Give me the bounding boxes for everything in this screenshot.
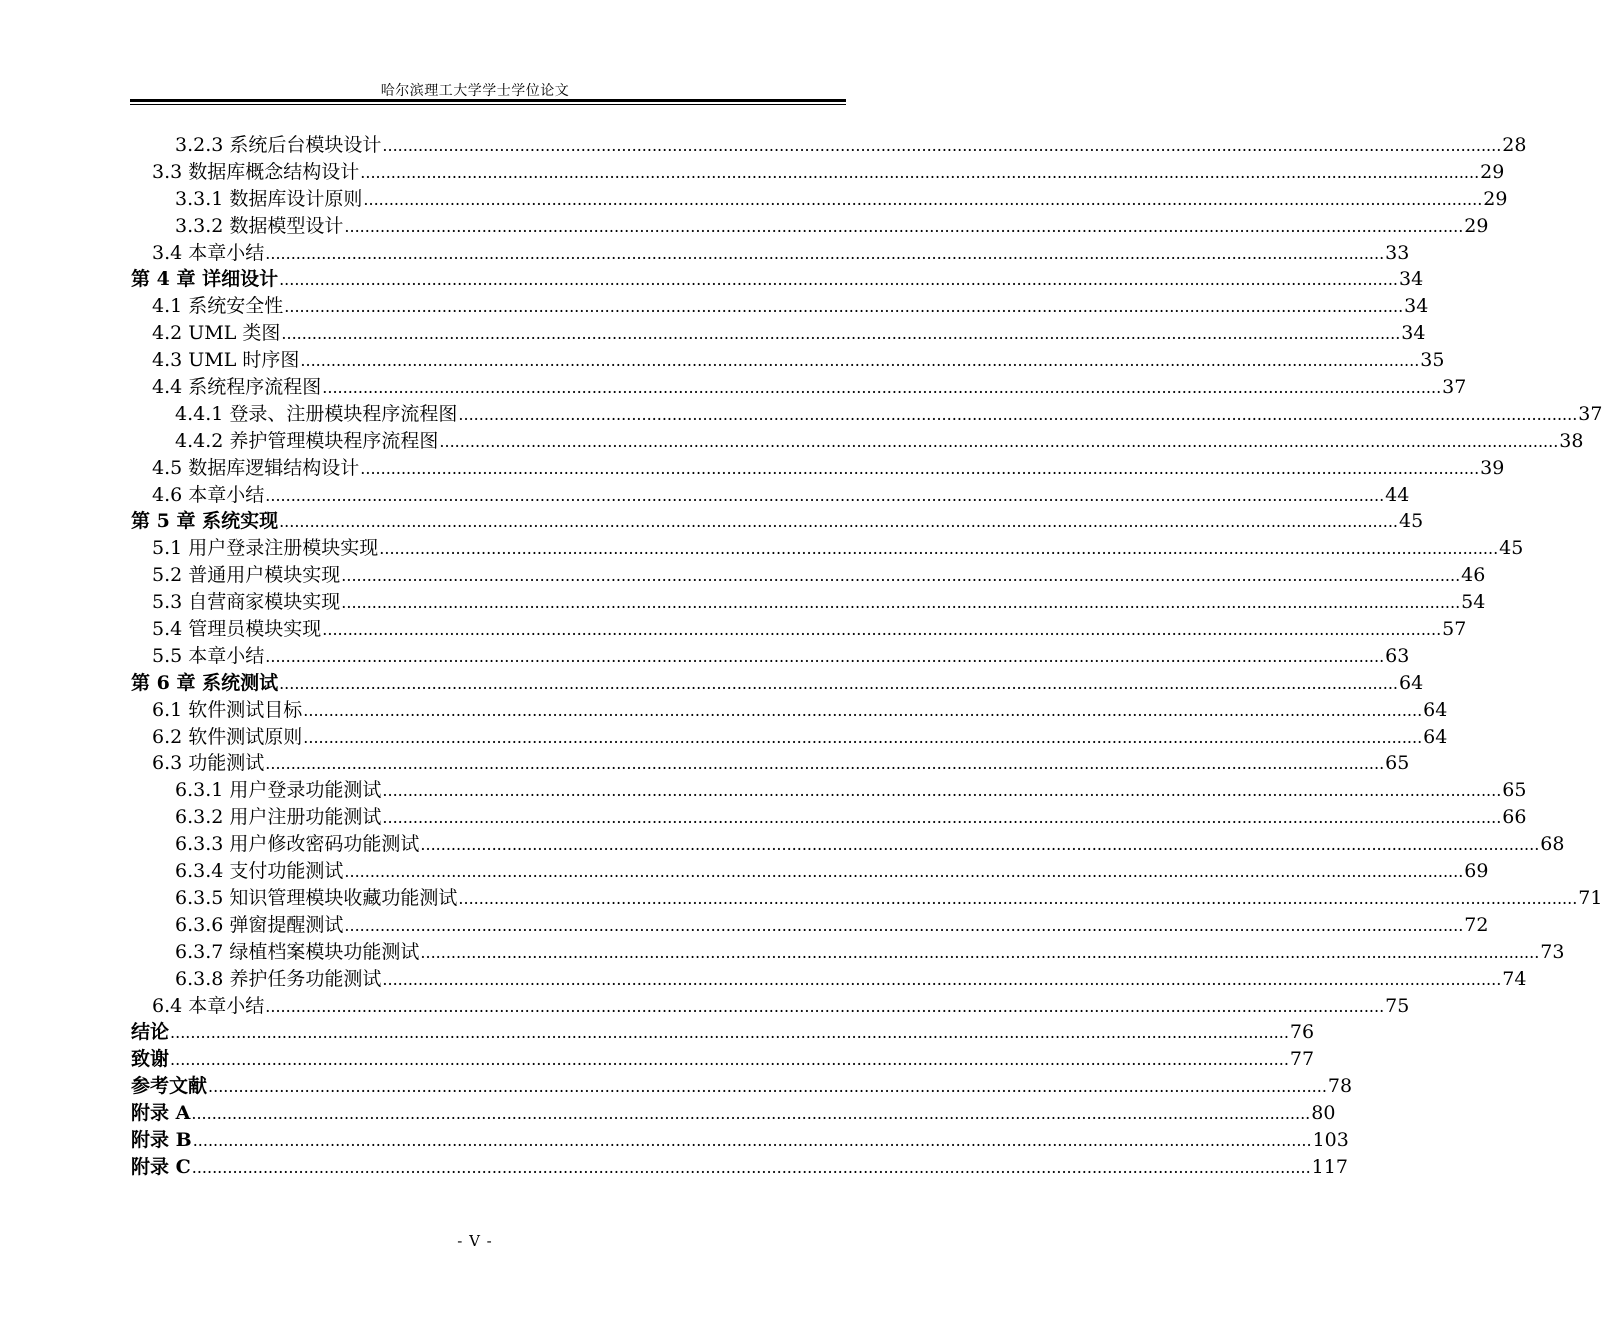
toc-entry-page: 117 bbox=[1311, 1155, 1348, 1178]
toc-entry-page: 72 bbox=[1464, 913, 1489, 936]
toc-entry[interactable] bbox=[131, 724, 1448, 751]
toc-entry-label: 6.2 软件测试原则 bbox=[152, 725, 303, 748]
toc-entry-page: 33 bbox=[1385, 241, 1410, 264]
toc-entry[interactable] bbox=[131, 831, 1565, 858]
table-of-contents bbox=[131, 132, 1602, 1181]
toc-entry-label: 4.6 本章小结 bbox=[152, 483, 265, 506]
toc-entry-page: 74 bbox=[1502, 967, 1527, 990]
toc-entry-page: 68 bbox=[1540, 833, 1565, 856]
toc-entry-label: 4.5 数据库逻辑结构设计 bbox=[152, 456, 360, 479]
toc-leader-dots: ............................................................................................................................................................................................................................ bbox=[382, 781, 1502, 801]
toc-entry[interactable] bbox=[131, 1154, 1348, 1181]
toc-entry-label: 6.3.2 用户注册功能测试 bbox=[175, 806, 382, 829]
toc-entry-label: 5.1 用户登录注册模块实现 bbox=[152, 537, 379, 560]
toc-entry-label: 6.1 软件测试目标 bbox=[152, 698, 303, 721]
toc-leader-dots: ............................................................................................................................................................................................................................ bbox=[170, 1050, 1289, 1070]
toc-entry-label: 6.3.4 支付功能测试 bbox=[175, 860, 344, 883]
toc-entry-label: 3.2.3 系统后台模块设计 bbox=[175, 134, 382, 156]
toc-entry-label: 6.4 本章小结 bbox=[152, 994, 265, 1017]
toc-entry-page: 103 bbox=[1312, 1128, 1349, 1151]
toc-entry[interactable] bbox=[131, 562, 1486, 589]
toc-entry[interactable] bbox=[131, 132, 1527, 159]
toc-entry-page: 29 bbox=[1483, 187, 1508, 210]
toc-entry-label: 5.4 管理员模块实现 bbox=[152, 618, 322, 641]
toc-leader-dots: ............................................................................................................................................................................................................................ bbox=[265, 485, 1385, 505]
toc-entry-label: 5.3 自营商家模块实现 bbox=[152, 591, 341, 614]
toc-entry-page: 73 bbox=[1540, 940, 1565, 963]
toc-entry[interactable] bbox=[131, 159, 1505, 186]
toc-entry[interactable] bbox=[131, 428, 1584, 455]
toc-entry[interactable] bbox=[131, 912, 1489, 939]
toc-entry[interactable] bbox=[131, 993, 1410, 1020]
toc-leader-dots: ............................................................................................................................................................................................................................ bbox=[279, 673, 1398, 693]
toc-entry-page: 71 bbox=[1578, 886, 1602, 909]
toc-entry-page: 45 bbox=[1499, 537, 1524, 560]
toc-entry[interactable] bbox=[131, 401, 1602, 428]
toc-entry[interactable] bbox=[131, 643, 1410, 670]
toc-entry-label: 附录 C bbox=[131, 1155, 191, 1178]
toc-leader-dots: ............................................................................................................................................................................................................................ bbox=[322, 620, 1442, 640]
page-number: - V - bbox=[457, 1232, 493, 1250]
toc-leader-dots: ............................................................................................................................................................................................................................ bbox=[382, 969, 1502, 989]
toc-entry-page: 65 bbox=[1502, 779, 1527, 802]
toc-leader-dots: ............................................................................................................................................................................................................................ bbox=[420, 835, 1540, 855]
toc-entry-label: 第 6 章 系统测试 bbox=[131, 671, 279, 694]
toc-entry-page: 35 bbox=[1420, 349, 1445, 372]
toc-entry[interactable] bbox=[131, 508, 1424, 535]
header-rule-thin bbox=[130, 104, 846, 105]
toc-entry-label: 附录 B bbox=[131, 1128, 192, 1151]
toc-entry[interactable] bbox=[131, 320, 1426, 347]
toc-entry-label: 6.3.7 绿植档案模块功能测试 bbox=[175, 940, 420, 963]
toc-entry-label: 6.3.5 知识管理模块收藏功能测试 bbox=[175, 886, 458, 909]
toc-entry-label: 6.3.8 养护任务功能测试 bbox=[175, 967, 382, 990]
toc-entry[interactable] bbox=[131, 374, 1467, 401]
toc-leader-dots: ............................................................................................................................................................................................................................ bbox=[379, 539, 1499, 559]
toc-leader-dots: ............................................................................................................................................................................................................................ bbox=[363, 189, 1483, 209]
toc-entry[interactable] bbox=[131, 697, 1448, 724]
toc-leader-dots: ............................................................................................................................................................................................................................ bbox=[382, 136, 1502, 155]
toc-entry-label: 3.4 本章小结 bbox=[152, 241, 265, 264]
toc-entry[interactable] bbox=[131, 1100, 1336, 1127]
toc-leader-dots: ............................................................................................................................................................................................................................ bbox=[458, 888, 1578, 908]
toc-entry[interactable] bbox=[131, 1127, 1349, 1154]
toc-leader-dots: ............................................................................................................................................................................................................................ bbox=[300, 351, 1420, 371]
toc-entry[interactable] bbox=[131, 966, 1527, 993]
toc-entry[interactable] bbox=[131, 616, 1467, 643]
toc-entry-page: 63 bbox=[1385, 644, 1410, 667]
toc-entry[interactable] bbox=[131, 455, 1505, 482]
toc-entry-label: 5.2 普通用户模块实现 bbox=[152, 564, 341, 587]
toc-leader-dots: ............................................................................................................................................................................................................................ bbox=[360, 162, 1480, 182]
toc-leader-dots: ............................................................................................................................................................................................................................ bbox=[344, 862, 1464, 882]
toc-entry[interactable] bbox=[131, 535, 1524, 562]
toc-leader-dots: ............................................................................................................................................................................................................................ bbox=[439, 431, 1559, 451]
toc-entry[interactable] bbox=[131, 266, 1424, 293]
toc-leader-dots: ............................................................................................................................................................................................................................ bbox=[344, 915, 1464, 935]
toc-entry-label: 致谢 bbox=[131, 1048, 170, 1071]
toc-leader-dots: ............................................................................................................................................................................................................................ bbox=[279, 270, 1398, 290]
toc-entry-page: 64 bbox=[1423, 725, 1448, 748]
toc-entry[interactable] bbox=[131, 186, 1508, 213]
toc-leader-dots: ............................................................................................................................................................................................................................ bbox=[303, 727, 1423, 747]
toc-entry-label: 4.3 UML 时序图 bbox=[152, 349, 300, 372]
toc-leader-dots: ............................................................................................................................................................................................................................ bbox=[382, 808, 1502, 828]
toc-entry-label: 5.5 本章小结 bbox=[152, 644, 265, 667]
toc-leader-dots: ............................................................................................................................................................................................................................ bbox=[191, 1157, 1311, 1177]
toc-entry-page: 64 bbox=[1398, 671, 1424, 694]
toc-entry-label: 结论 bbox=[131, 1021, 170, 1044]
toc-entry-label: 6.3 功能测试 bbox=[152, 752, 265, 775]
toc-entry-page: 28 bbox=[1502, 134, 1527, 156]
toc-entry[interactable] bbox=[131, 293, 1429, 320]
toc-entry[interactable] bbox=[131, 1046, 1315, 1073]
toc-entry-page: 75 bbox=[1385, 994, 1410, 1017]
toc-entry-label: 3.3.2 数据模型设计 bbox=[175, 214, 344, 237]
toc-entry-label: 第 5 章 系统实现 bbox=[131, 510, 279, 533]
toc-entry-page: 76 bbox=[1289, 1021, 1315, 1044]
toc-leader-dots: ............................................................................................................................................................................................................................ bbox=[265, 243, 1385, 263]
toc-entry-label: 参考文献 bbox=[131, 1075, 208, 1098]
toc-entry[interactable] bbox=[131, 885, 1602, 912]
toc-leader-dots: ............................................................................................................................................................................................................................ bbox=[265, 754, 1385, 774]
toc-entry-label: 第 4 章 详细设计 bbox=[131, 268, 279, 291]
toc-leader-dots: ............................................................................................................................................................................................................................ bbox=[191, 1104, 1311, 1124]
toc-entry[interactable] bbox=[131, 858, 1489, 885]
toc-entry-page: 34 bbox=[1404, 295, 1429, 318]
toc-entry-page: 78 bbox=[1327, 1075, 1353, 1098]
toc-entry[interactable] bbox=[131, 589, 1486, 616]
toc-entry-page: 29 bbox=[1480, 160, 1505, 183]
toc-entry-page: 34 bbox=[1398, 268, 1424, 291]
toc-entry[interactable] bbox=[131, 939, 1565, 966]
toc-entry[interactable] bbox=[131, 670, 1424, 697]
toc-entry-label: 4.2 UML 类图 bbox=[152, 322, 281, 345]
toc-entry[interactable] bbox=[131, 240, 1410, 267]
toc-entry[interactable] bbox=[131, 213, 1489, 240]
toc-entry[interactable] bbox=[131, 750, 1410, 777]
toc-entry-page: 37 bbox=[1442, 376, 1467, 399]
toc-leader-dots: ............................................................................................................................................................................................................................ bbox=[420, 942, 1540, 962]
toc-entry[interactable] bbox=[131, 482, 1410, 509]
toc-entry[interactable] bbox=[131, 347, 1445, 374]
toc-entry-page: 46 bbox=[1461, 564, 1486, 587]
running-header: 哈尔滨理工大学学士学位论文 bbox=[380, 83, 570, 99]
toc-entry-page: 34 bbox=[1401, 322, 1426, 345]
toc-leader-dots: ............................................................................................................................................................................................................................ bbox=[458, 404, 1578, 424]
toc-leader-dots: ............................................................................................................................................................................................................................ bbox=[303, 700, 1423, 720]
toc-entry-page: 64 bbox=[1423, 698, 1448, 721]
toc-entry[interactable] bbox=[131, 1073, 1353, 1100]
toc-entry-label: 4.1 系统安全性 bbox=[152, 295, 284, 318]
toc-leader-dots: ............................................................................................................................................................................................................................ bbox=[281, 324, 1401, 344]
toc-leader-dots: ............................................................................................................................................................................................................................ bbox=[208, 1077, 1327, 1097]
toc-leader-dots: ............................................................................................................................................................................................................................ bbox=[279, 512, 1398, 532]
toc-entry-page: 69 bbox=[1464, 860, 1489, 883]
toc-entry-page: 65 bbox=[1385, 752, 1410, 775]
toc-entry-page: 80 bbox=[1311, 1102, 1336, 1125]
toc-entry-page: 77 bbox=[1289, 1048, 1315, 1071]
toc-entry-label: 4.4 系统程序流程图 bbox=[152, 376, 322, 399]
toc-leader-dots: ............................................................................................................................................................................................................................ bbox=[265, 996, 1385, 1016]
toc-entry-label: 附录 A bbox=[131, 1102, 191, 1125]
toc-leader-dots: ............................................................................................................................................................................................................................ bbox=[344, 216, 1464, 236]
toc-entry-page: 37 bbox=[1578, 402, 1602, 425]
header-rule-thick bbox=[130, 99, 846, 102]
toc-entry-label: 6.3.6 弹窗提醒测试 bbox=[175, 913, 344, 936]
toc-entry-page: 39 bbox=[1480, 456, 1505, 479]
toc-entry[interactable] bbox=[131, 1019, 1315, 1046]
toc-entry-page: 66 bbox=[1502, 806, 1527, 829]
toc-entry-page: 54 bbox=[1461, 591, 1486, 614]
toc-entry-label: 4.4.1 登录、注册模块程序流程图 bbox=[175, 402, 458, 425]
toc-entry-page: 57 bbox=[1442, 618, 1467, 641]
toc-leader-dots: ............................................................................................................................................................................................................................ bbox=[341, 566, 1461, 586]
toc-leader-dots: ............................................................................................................................................................................................................................ bbox=[322, 378, 1442, 398]
toc-leader-dots: ............................................................................................................................................................................................................................ bbox=[265, 646, 1385, 666]
toc-entry-label: 3.3.1 数据库设计原则 bbox=[175, 187, 363, 210]
toc-leader-dots: ............................................................................................................................................................................................................................ bbox=[170, 1023, 1289, 1043]
toc-leader-dots: ............................................................................................................................................................................................................................ bbox=[360, 458, 1480, 478]
toc-entry-label: 4.4.2 养护管理模块程序流程图 bbox=[175, 429, 439, 452]
toc-entry-page: 45 bbox=[1398, 510, 1424, 533]
toc-entry-label: 6.3.1 用户登录功能测试 bbox=[175, 779, 382, 802]
toc-entry-page: 38 bbox=[1559, 429, 1584, 452]
toc-entry[interactable] bbox=[131, 777, 1527, 804]
toc-entry-page: 44 bbox=[1385, 483, 1410, 506]
toc-entry[interactable] bbox=[131, 804, 1527, 831]
toc-entry-label: 3.3 数据库概念结构设计 bbox=[152, 160, 360, 183]
toc-entry-page: 29 bbox=[1464, 214, 1489, 237]
toc-leader-dots: ............................................................................................................................................................................................................................ bbox=[192, 1130, 1312, 1150]
toc-leader-dots: ............................................................................................................................................................................................................................ bbox=[284, 297, 1404, 317]
toc-leader-dots: ............................................................................................................................................................................................................................ bbox=[341, 593, 1461, 613]
toc-entry-label: 6.3.3 用户修改密码功能测试 bbox=[175, 833, 420, 856]
